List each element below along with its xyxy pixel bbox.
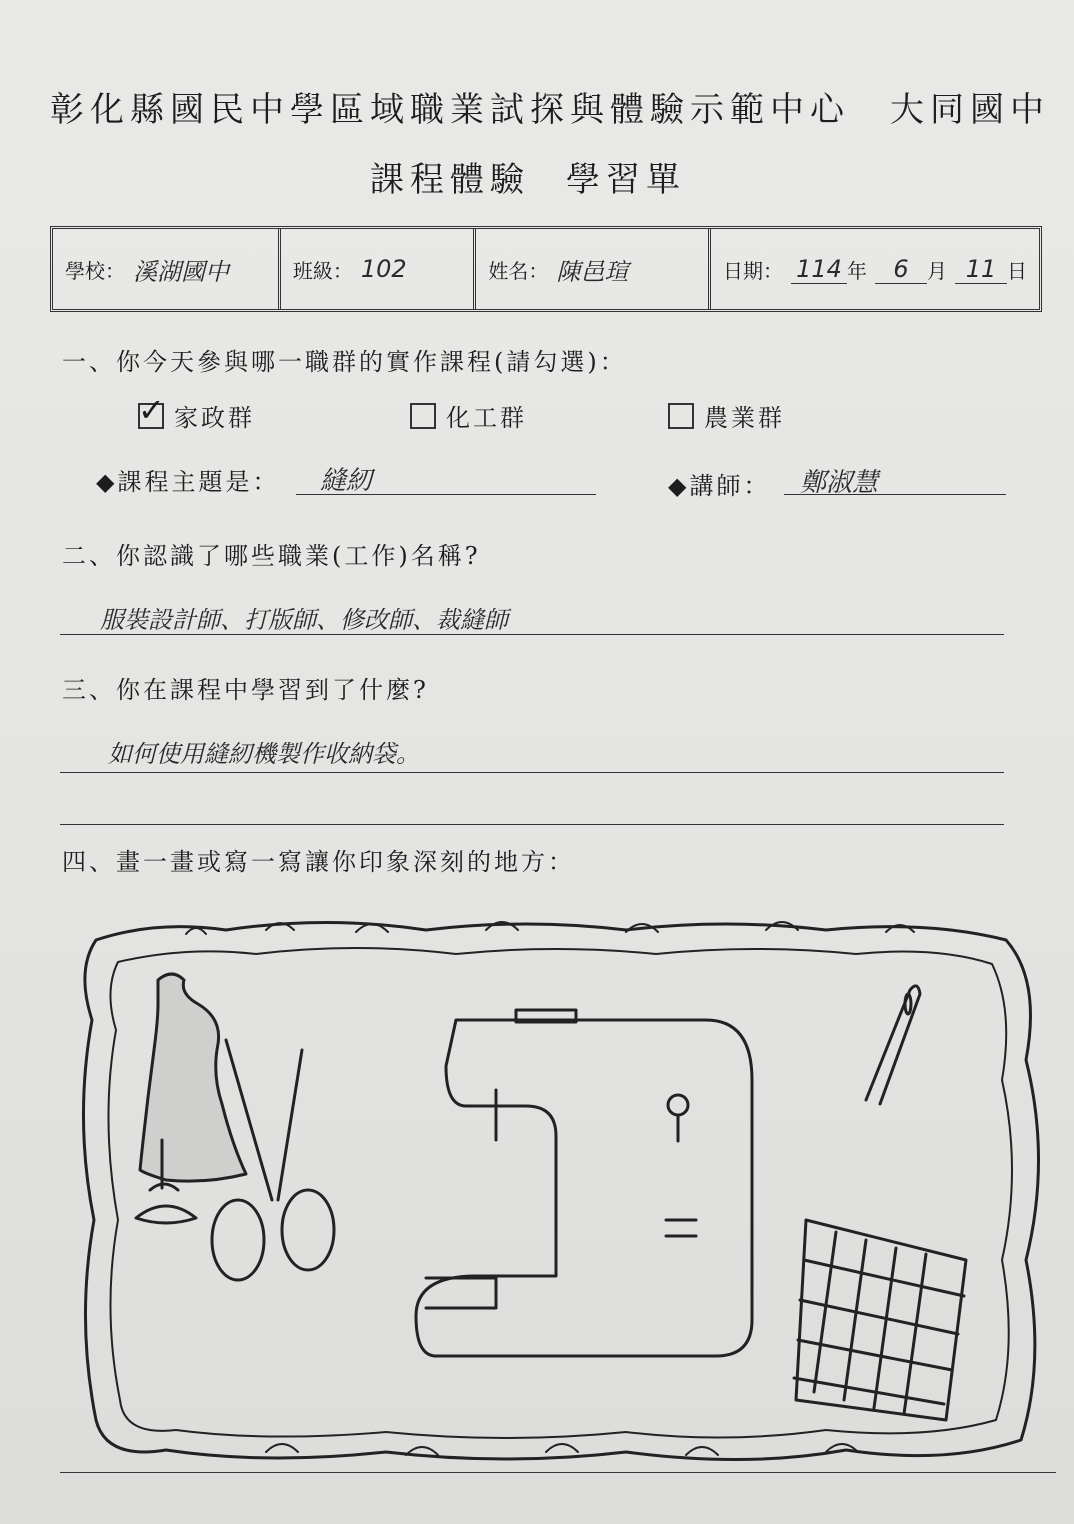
date-month: 6 <box>875 255 927 284</box>
option-chemical[interactable] <box>410 398 527 433</box>
topic-value[interactable]: 縫紉 <box>320 466 373 496</box>
checkbox[interactable] <box>668 403 694 429</box>
class-value: 102 <box>360 255 407 283</box>
date-cell <box>711 229 1039 309</box>
bottom-line <box>60 1472 1056 1473</box>
month-unit: 月 <box>927 258 948 283</box>
checkbox[interactable] <box>410 403 436 429</box>
host-school: 大同國中 <box>890 90 1050 130</box>
dress-form-drawing <box>136 974 246 1223</box>
decorative-border <box>83 922 1038 1460</box>
date-day: 11 <box>955 255 1007 284</box>
question-1: 一、你今天參與哪一職群的實作課程(請勾選)： <box>62 348 627 376</box>
check-mark-icon: ✓ <box>138 390 168 429</box>
subtitle-second: 學習單 <box>566 160 686 200</box>
needle-drawing <box>866 986 920 1104</box>
topic-label: ◆課程主題是： <box>96 468 280 496</box>
question-2: 二、你認識了哪些職業(工作)名稱? <box>62 542 481 570</box>
option-label: 家政群 <box>174 404 255 432</box>
checkbox-checked[interactable] <box>138 390 168 429</box>
answer-3-line-2 <box>60 824 1004 825</box>
teacher-value[interactable]: 鄭淑慧 <box>800 468 879 498</box>
option-agriculture[interactable] <box>668 398 785 433</box>
answer-2[interactable]: 服裝設計師、打版師、修改師、裁縫師 <box>100 606 508 634</box>
option-label: 農業群 <box>704 404 785 432</box>
year-unit: 年 <box>847 258 868 283</box>
sewing-machine-drawing <box>416 1010 752 1356</box>
class-cell <box>281 229 477 309</box>
date-year: 114 <box>791 255 847 284</box>
school-value: 溪湖國中 <box>133 257 229 286</box>
option-label: 化工群 <box>446 404 527 432</box>
answer-3-line-1 <box>60 772 1004 773</box>
question-4: 四、畫一畫或寫一寫讓你印象深刻的地方： <box>62 848 575 876</box>
name-cell <box>476 229 711 309</box>
name-label: 姓名： <box>488 258 549 283</box>
answer-2-line <box>60 634 1004 635</box>
question-3: 三、你在課程中學習到了什麼? <box>62 676 429 704</box>
student-drawing <box>66 900 1056 1480</box>
day-unit: 日 <box>1007 258 1028 283</box>
date-label: 日期： <box>723 258 784 283</box>
school-cell <box>53 229 281 309</box>
teacher-label: ◆講師： <box>668 472 771 500</box>
option-home-economics[interactable] <box>138 390 255 433</box>
fabric-grid-drawing <box>794 1220 966 1420</box>
answer-3[interactable]: 如何使用縫紉機製作收納袋。 <box>108 740 420 768</box>
worksheet-title <box>50 82 1050 131</box>
school-label: 學校： <box>65 258 125 283</box>
worksheet-subtitle <box>370 152 686 201</box>
class-label: 班級： <box>292 258 353 283</box>
subtitle-main: 課程體驗 <box>370 160 530 200</box>
name-value: 陳邑瑄 <box>556 257 629 286</box>
center-name: 彰化縣國民中學區域職業試探與體驗示範中心 <box>50 90 850 130</box>
student-info-table <box>50 226 1042 312</box>
